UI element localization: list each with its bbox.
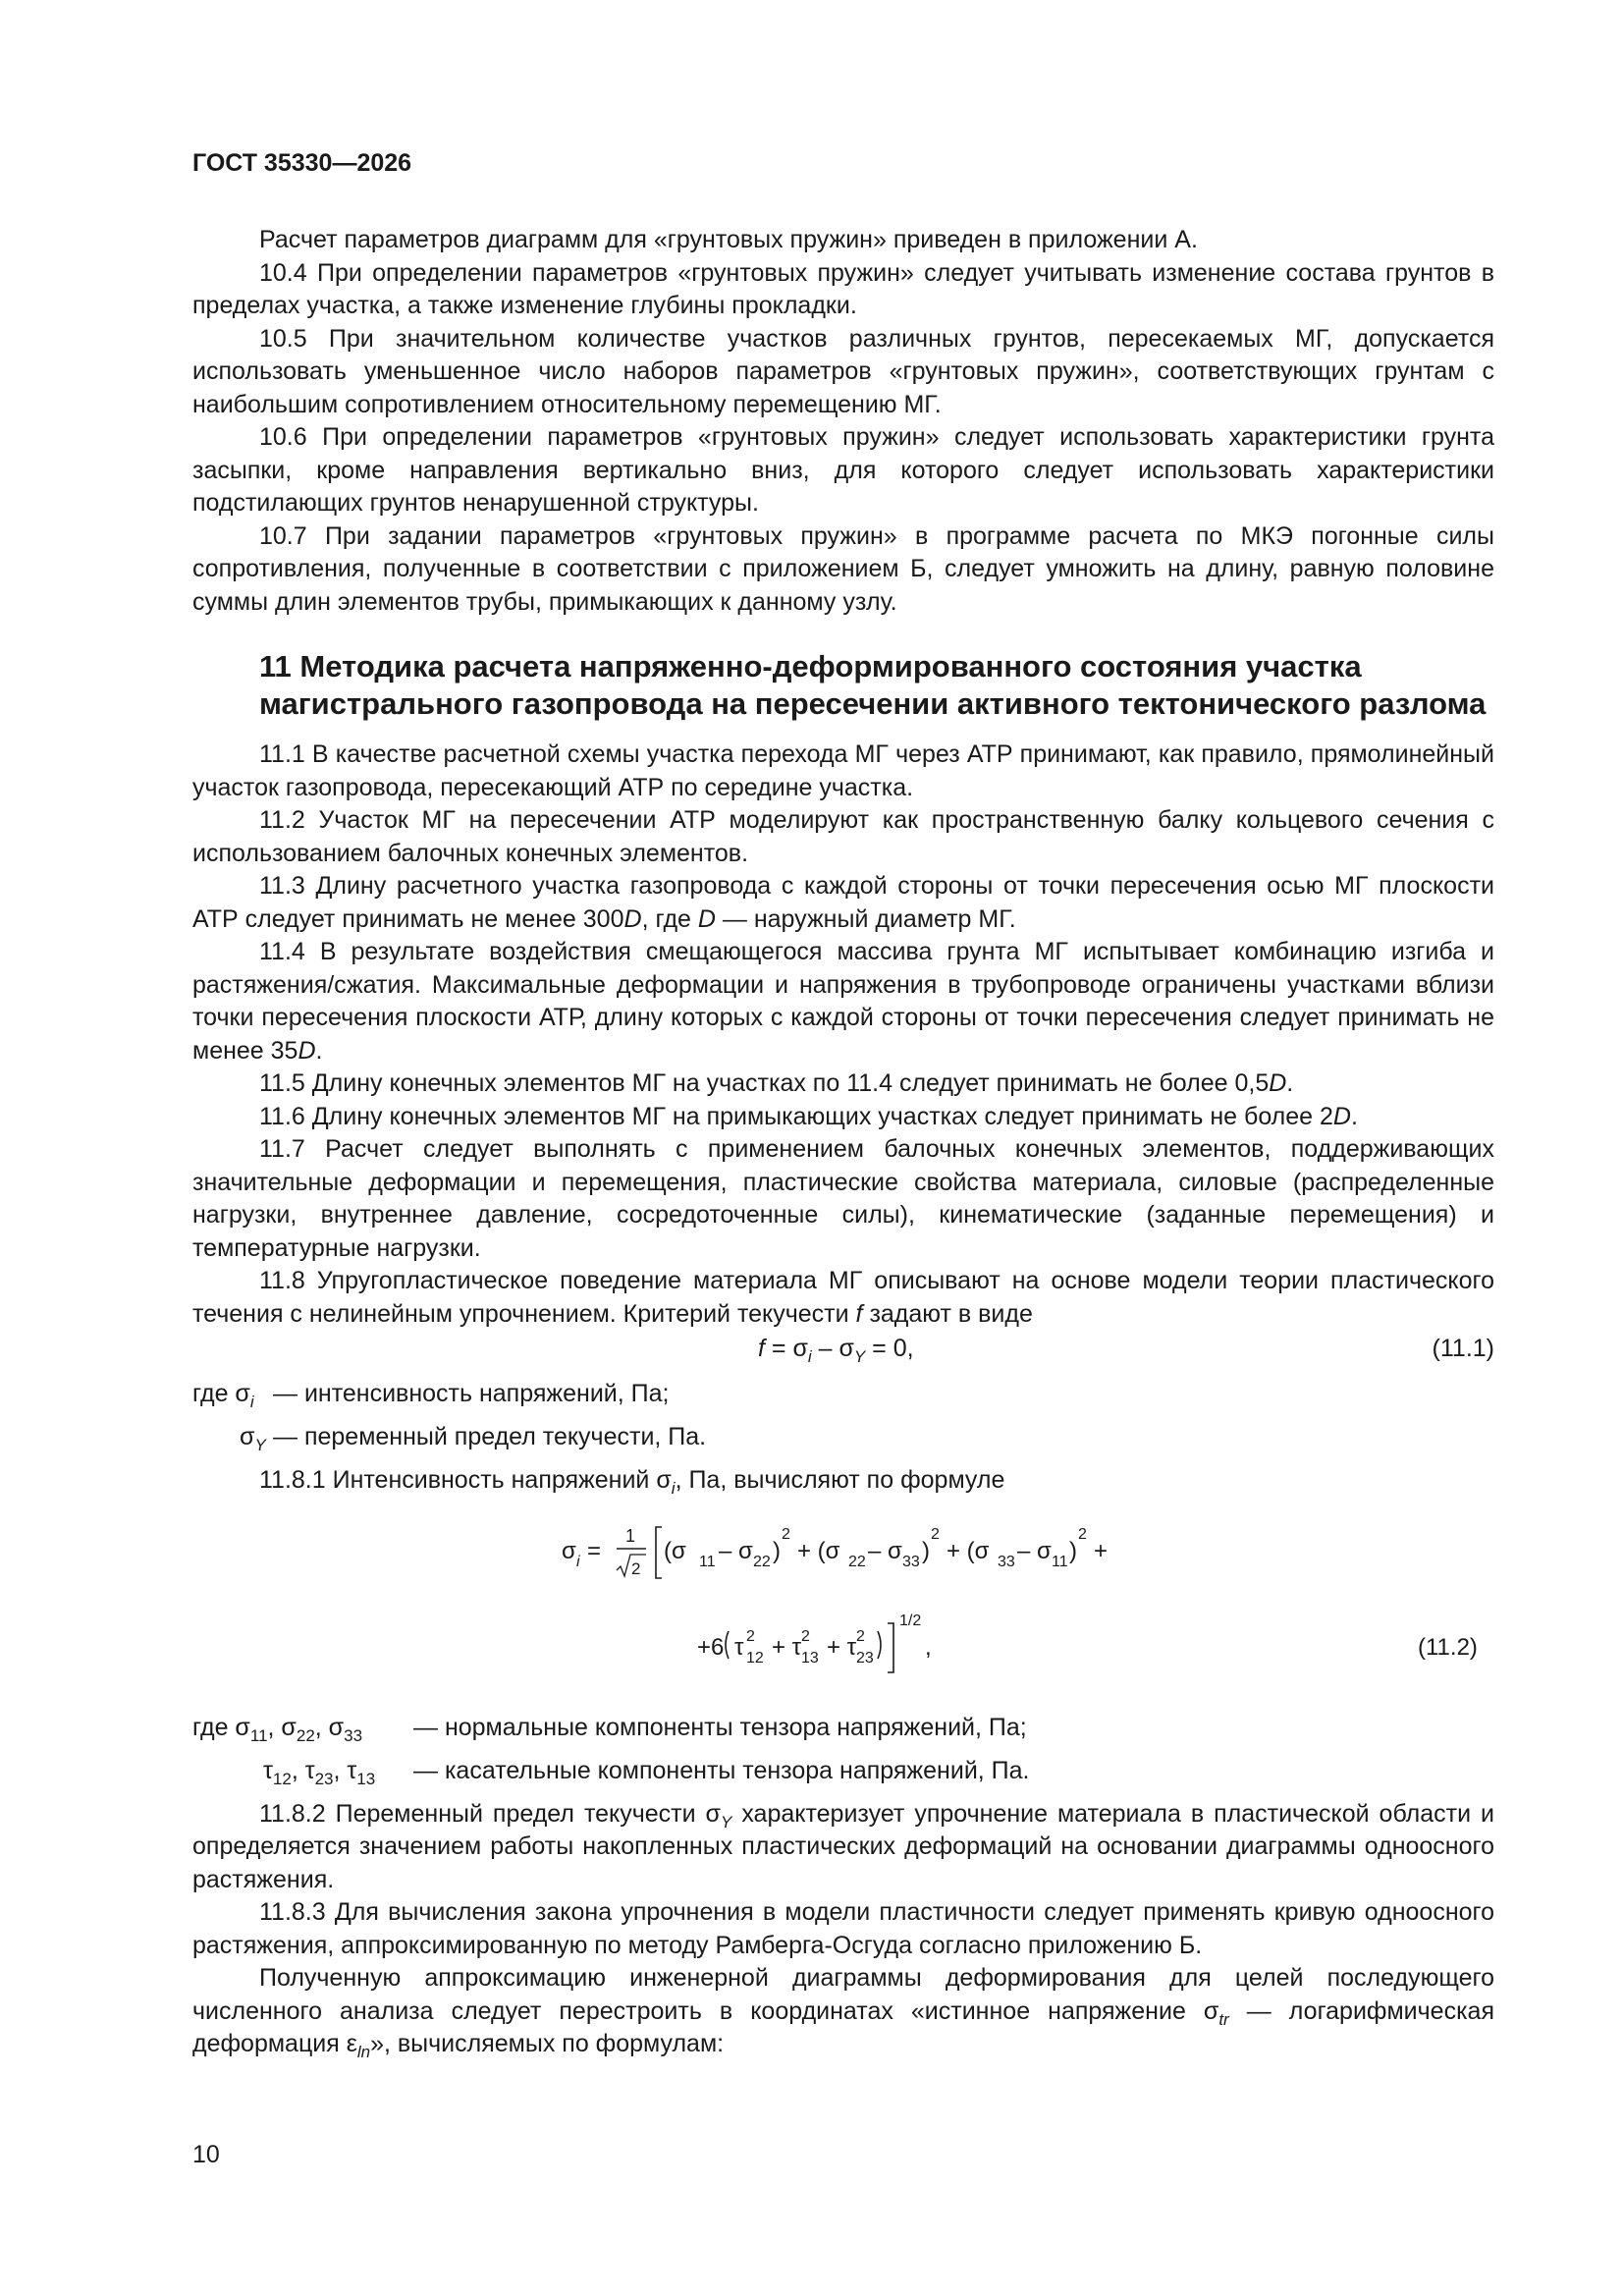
svg-text:– σ: – σ (719, 1537, 753, 1564)
svg-text:1: 1 (625, 1525, 636, 1546)
svg-text:): ) (922, 1537, 930, 1564)
svg-text:12: 12 (746, 1649, 764, 1667)
svg-text:σ: σ (562, 1537, 576, 1564)
legend-sigma-i: где $\sigma_i$ — интенсивность напряжений, Па; (192, 1380, 670, 1411)
svg-text:+ (σ: + (σ (947, 1537, 990, 1564)
section-11-heading: 11 Методика расчета напряженно-деформированного состояния участка магистрального газопровода на пересечении активного тектонического разлома (259, 649, 1487, 721)
svg-text:2: 2 (931, 1525, 940, 1543)
paragraph-11-1: 11.1 В качестве расчетной схемы участка перехода МГ через АТР принимают, как правило, прямолинейный участок газопровода, пересекающий АТР по середине участка. (192, 740, 1494, 801)
paragraph: Расчет параметров диаграмм для «грунтовых пружин» приведен в приложении А. (259, 226, 1198, 253)
svg-text:1/2: 1/2 (899, 1612, 922, 1629)
svg-text:): ) (1069, 1537, 1077, 1564)
paragraph-10-5: 10.5 При значительном количестве участков различных грунтов, пересекаемых МГ, допускается использовать уменьшенное число наборов параметров «грунтовых пружин», соответствующих грунтам с наибольшим сопротивлением относительному перемещению МГ. (192, 324, 1494, 418)
formula-11-1 (192, 1333, 1494, 1376)
svg-text:23: 23 (856, 1649, 874, 1667)
paragraph-11-7: 11.7 Расчет следует выполнять с применением балочных конечных элементов, поддерживающих значительные деформации и перемещения, пластические свойства материала, силовые (распределенные нагрузки, внутреннее давление, сосредоточенные силы), кинематические (заданные перемещения) и температурные нагрузки. (192, 1135, 1494, 1262)
paragraph-10-6: 10.6 При определении параметров «грунтовых пружин» следует использовать характеристики грунта засыпки, кроме направления вертикально вниз, для которого следует использовать характеристики подстилающих грунтов ненарушенной структуры. (192, 423, 1494, 517)
svg-text:+6: +6 (697, 1633, 725, 1661)
svg-text:11: 11 (1052, 1553, 1068, 1570)
svg-text:– σ: – σ (868, 1537, 902, 1564)
document-header: ГОСТ 35330—2026 (192, 149, 412, 177)
svg-text:): ) (773, 1537, 781, 1564)
svg-text:2: 2 (746, 1627, 755, 1645)
svg-text:,: , (925, 1633, 932, 1661)
legend-shear-components: $\tau_{12}$, $\tau_{23}$, $\tau_{13}$ — касательные компоненты тензора напряжений, Па. (263, 1756, 1030, 1788)
svg-text:2: 2 (631, 1558, 641, 1578)
paragraph-10-7: 10.7 При задании параметров «грунтовых пружин» в программе расчета по МКЭ погонные силы сопротивления, полученные в соответствии с приложением Б, следует умножить на длину, равную половине суммы длин элементов трубы, примыкающих к данному узлу. (192, 521, 1494, 616)
svg-text:+ (σ: + (σ (797, 1537, 840, 1564)
paragraph-11-8-1: 11.8.1 Интенсивность напряжений $\sigma_i$, Па, вычисляют по формуле (259, 1466, 1005, 1498)
svg-text:i: i (576, 1553, 580, 1570)
svg-text:33: 33 (902, 1553, 920, 1570)
svg-text:(σ: (σ (664, 1537, 686, 1564)
legend-normal-components: где $\sigma_{11}$, $\sigma_{22}$, $\sigma_{33}$ — нормальные компоненты тензора напряжений, Па; (192, 1713, 1027, 1745)
svg-text:2: 2 (856, 1627, 865, 1645)
paragraph-11-3: 11.3 Длину расчетного участка газопровода с каждой стороны от точки пересечения осью МГ плоскости АТР следует принимать не менее 300D, где D — наружный диаметр МГ. (192, 872, 1494, 933)
svg-text:33: 33 (998, 1553, 1015, 1570)
paragraph-11-4: 11.4 В результате воздействия смещающегося массива грунта МГ испытывает комбинацию изгиба и растяжения/сжатия. Максимальные деформации и напряжения в трубопроводе ограничены участками вблизи точки пересечения плоскости АТР, длину которых с каждой стороны от точки пересечения следует принимать не менее 35D. (192, 938, 1494, 1065)
svg-text:13: 13 (801, 1649, 819, 1667)
svg-text:=: = (587, 1537, 602, 1564)
formula-11-1-number: (11.1) (1432, 1335, 1494, 1362)
formula-11-2 (192, 1498, 1494, 1712)
legend-sigma-y: $\sigma_Y$ — переменный предел текучести, Па. (240, 1423, 707, 1454)
svg-text:2: 2 (1078, 1525, 1087, 1543)
formula-11-2-graphic (192, 1498, 1494, 1712)
svg-text:τ: τ (734, 1633, 744, 1661)
formula-11-2-number: (11.2) (1418, 1633, 1478, 1661)
svg-text:+ τ: + τ (772, 1633, 802, 1661)
page-number: 10 (192, 2141, 220, 2168)
paragraph-11-8-2: 11.8.2 Переменный предел текучести $\sigma_Y$ характеризует упрочнение материала в пластической области и определяется значением работы накопленных пластических деформаций на основании диаграммы одноосного растяжения. (192, 1799, 1494, 1893)
svg-text:2: 2 (801, 1627, 810, 1645)
paragraph-10-4: 10.4 При определении параметров «грунтовых пружин» следует учитывать изменение состава грунтов в пределах участка, а также изменение глубины прокладки. (192, 258, 1494, 319)
svg-text:22: 22 (753, 1553, 771, 1570)
svg-text:+ τ: + τ (827, 1633, 857, 1661)
paragraph-11-2: 11.2 Участок МГ на пересечении АТР моделируют как пространственную балку кольцевого сечения с использованием балочных конечных элементов. (192, 806, 1494, 867)
paragraph-11-8-3: 11.8.3 Для вычисления закона упрочнения в модели пластичности следует применять кривую одноосного растяжения, аппроксимированную по методу Рамберга-Осгуда согласно приложению Б. (192, 1898, 1494, 1959)
paragraph-11-6: 11.6 Длину конечных элементов МГ на примыкающих участках следует принимать не более 2D. (259, 1102, 1358, 1130)
paragraph-final: Полученную аппроксимацию инженерной диаграммы деформирования для целей последующего численного анализа следует перестроить в координатах «истинное напряжение $\sigma_{tr}$ — логарифмическая деформация $\varepsilon_{ln}$», вычисляемых по формулам: (192, 1964, 1494, 2061)
svg-text:– σ: – σ (1017, 1537, 1052, 1564)
svg-text:2: 2 (782, 1525, 790, 1543)
svg-text:22: 22 (848, 1553, 866, 1570)
formula-11-1-expression: $f = \sigma_i - \sigma_Y = 0$, (758, 1335, 914, 1366)
paragraph-11-5: 11.5 Длину конечных элементов МГ на участках по 11.4 следует принимать не более 0,5D. (259, 1069, 1294, 1097)
svg-text:+: + (1094, 1537, 1109, 1564)
document-body (192, 224, 1494, 2061)
svg-text:11: 11 (699, 1553, 716, 1570)
paragraph-11-8: 11.8 Упругопластическое поведение материала МГ описывают на основе модели теории пластического течения с нелинейным упрочнением. Критерий текучести f задают в виде (192, 1267, 1494, 1328)
